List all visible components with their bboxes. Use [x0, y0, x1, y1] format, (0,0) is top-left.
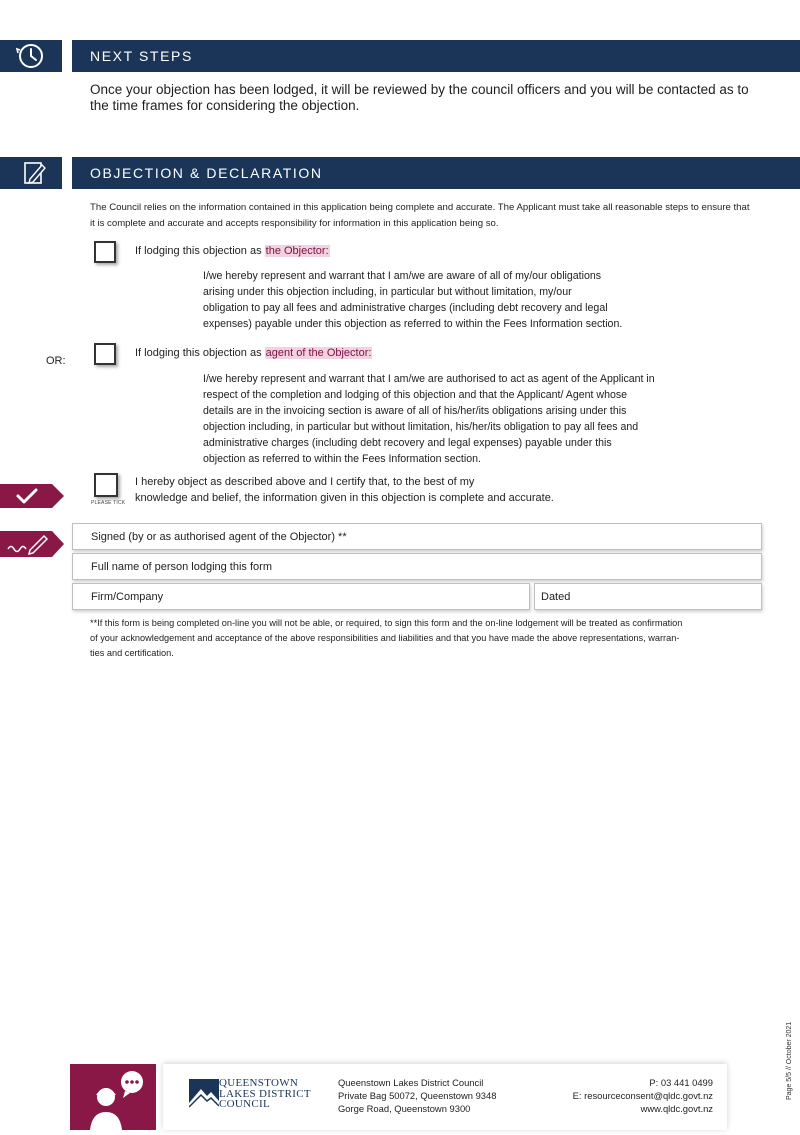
text-line: expenses) payable under this objection as referred to within the Fees Information section. [203, 318, 623, 330]
option-objector-text [203, 268, 622, 332]
signature-tab [0, 531, 64, 557]
address-line: Gorge Road, Queenstown 9300 [338, 1103, 471, 1114]
declaration-intro: The Council relies on the information contained in this application being complete and accurate. The Applicant must take all reasonable steps to ensure that it is complete and accurate and accepts responsibility for information in this application being so. [90, 202, 750, 229]
footer-card [163, 1064, 727, 1130]
certify-text [135, 474, 554, 506]
agent-checkbox[interactable] [94, 343, 116, 365]
qldc-logo-text [219, 1078, 311, 1110]
address-line: Queenstown Lakes District Council [338, 1077, 484, 1088]
dated-field[interactable]: Dated [534, 583, 762, 610]
or-label: OR: [46, 355, 66, 367]
text-line: I/we hereby represent and warrant that I am/we are authorised to act as agent of the Applicant in [203, 373, 655, 385]
option-agent-prefix: If lodging this objection as [135, 347, 262, 359]
next-steps-heading: NEXT STEPS [72, 40, 800, 72]
text-line: details are in the invoicing section is aware of all of his/her/its obligations arising under this [203, 405, 627, 417]
next-steps-body: Once your objection has been lodged, it will be reviewed by the council officers and you will be contacted as to the time frames for considering the objection. [90, 82, 749, 113]
text-line: obligation to pay all fees and administrative charges (including debt recovery and legal [203, 302, 608, 314]
support-person-chat-icon [70, 1064, 156, 1130]
logo-line: QUEENSTOWN [219, 1077, 299, 1089]
footer-website[interactable]: www.qldc.govt.nz [640, 1103, 713, 1114]
footnote-line: ties and certification. [90, 648, 174, 658]
option-objector-prefix: If lodging this objection as [135, 245, 262, 257]
footnote-line: of your acknowledgement and acceptance of the above responsibilities and liabilities and that you have made the above representations, warran- [90, 633, 680, 643]
mountain-logo-icon [189, 1079, 219, 1109]
pen-document-icon [0, 157, 62, 189]
address-line: Private Bag 50072, Queenstown 9348 [338, 1090, 497, 1101]
signed-field[interactable]: Signed (by or as authorised agent of the Objector) ** [72, 523, 762, 550]
footer-icon-box [70, 1064, 156, 1130]
footnote-line: **If this form is being completed on-line you will not be able, or required, to sign this form and the on-line lodgement will be treated as confirmation [90, 618, 683, 628]
signature-pen-icon [0, 531, 64, 557]
declaration-icon-box [0, 157, 62, 189]
footer-phone: P: 03 441 0499 [649, 1077, 713, 1088]
logo-line: COUNCIL [219, 1098, 270, 1110]
certify-checkbox[interactable] [94, 473, 118, 497]
clock-icon [0, 40, 62, 72]
certify-line: I hereby object as described above and I certify that, to the best of my [135, 476, 475, 488]
firm-company-field[interactable]: Firm/Company [72, 583, 530, 610]
option-objector-highlight: the Objector: [265, 245, 329, 257]
footnote [90, 616, 760, 661]
certify-line: knowledge and belief, the information given in this objection is complete and accurate. [135, 492, 554, 504]
tick-tab [0, 484, 64, 508]
text-line: respect of the completion and lodging of this objection and that the Applicant/ Agent whose [203, 389, 628, 401]
page-info: Page 5/5 // October 2021 [786, 1021, 793, 1100]
option-agent-highlight: agent of the Objector: [265, 347, 372, 359]
footer-address [338, 1076, 496, 1115]
text-line: I/we hereby represent and warrant that I am/we are aware of all of my/our obligations [203, 270, 602, 282]
text-line: administrative charges (including debt recovery and legal expenses) payable under this [203, 437, 612, 449]
text-line: objection including, in particular but without limitation, his/her/its obligation to pay all fees and [203, 421, 639, 433]
logo-line: LAKES DISTRICT [219, 1087, 311, 1100]
declaration-heading: OBJECTION & DECLARATION [72, 157, 800, 189]
footer-email[interactable]: E: resourceconsent@qldc.govt.nz [572, 1090, 713, 1101]
text-line: objection as referred to within the Fees Information section. [203, 453, 481, 465]
objector-checkbox[interactable] [94, 241, 116, 263]
full-name-field[interactable]: Full name of person lodging this form [72, 553, 762, 580]
option-agent-label [135, 347, 372, 359]
option-agent-text [203, 371, 655, 467]
option-objector-label [135, 245, 330, 257]
next-steps-icon-box [0, 40, 62, 72]
qldc-logo-mark [189, 1079, 219, 1109]
text-line: arising under this objection including, in particular but without limitation, my/our [203, 286, 572, 298]
please-tick-hint: PLEASE TICK [91, 500, 126, 506]
footer-contact [573, 1076, 713, 1115]
checkmark-icon [0, 484, 64, 508]
